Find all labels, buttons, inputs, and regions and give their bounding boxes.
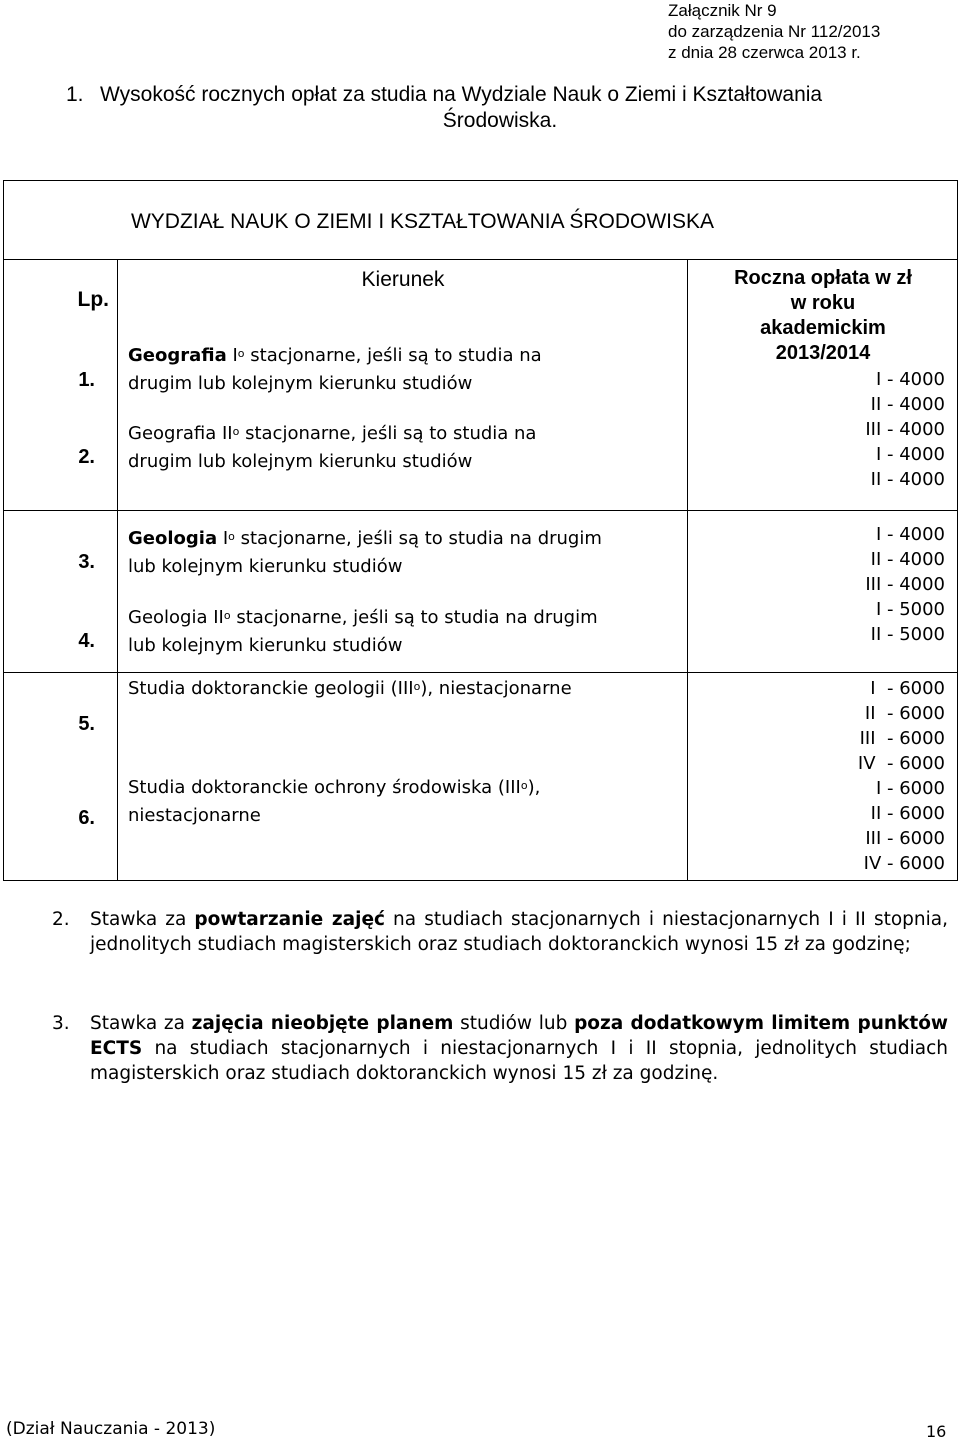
lp-2: 2. — [78, 446, 95, 468]
row-5-pre: Studia doktoranckie geologii (III — [128, 678, 414, 699]
p3-b1: zajęcia nieobjęte planem — [191, 1013, 454, 1034]
paragraph-2-number: 2. — [52, 909, 70, 930]
row-2-label — [128, 420, 688, 476]
lp-cell — [4, 511, 118, 673]
lp-header: Lp. — [77, 288, 109, 311]
table-row — [4, 511, 958, 673]
row-6-label — [128, 774, 688, 830]
fees-list-a — [865, 367, 945, 492]
paragraph-2 — [52, 907, 948, 987]
fee-header-2: w roku — [790, 292, 856, 314]
kierunek-cell — [118, 673, 688, 881]
row-5-deg: o — [413, 680, 421, 693]
annex-line-2: do zarządzenia Nr 112/2013 — [668, 22, 881, 41]
fees-list-c — [858, 676, 945, 876]
p2-t1: Stawka za — [90, 909, 195, 930]
p3-t3: na studiach stacjonarnych i niestacjonarnych I i II stopnia, jednolitych studiach magisterskich oraz studiach doktoranckich wynosi 15 zł za godzinę. — [90, 1038, 948, 1084]
fee-header-4: 2013/2014 — [775, 342, 871, 364]
row-3-level: I — [222, 528, 229, 549]
row-4-desc-b: lub kolejnym kierunku studiów — [128, 635, 403, 656]
p3-t2: studiów lub — [453, 1013, 575, 1034]
row-3-deg: o — [228, 530, 235, 543]
kierunek-cell — [118, 260, 688, 511]
row-3-desc-a: stacjonarne, jeśli są to studia na drugim — [234, 528, 602, 549]
p3-b2: poza dodatkowym limitem punktów ECTS — [90, 1013, 948, 1059]
row-1-desc-b: drugim lub kolejnym kierunku studiów — [128, 373, 473, 394]
row-2-name: Geografia — [128, 423, 217, 444]
row-2-level: II — [222, 423, 233, 444]
row-4-deg: o — [223, 609, 231, 622]
p2-t2: na studiach stacjonarnych i niestacjonarnych I i II stopnia, jednolitych studiach magisterskich oraz studiach doktoranckich wynosi 15 zł za godzinę; — [90, 909, 948, 955]
section-title-cont: Środowiska. — [442, 109, 558, 132]
paragraph-3-text — [90, 1011, 948, 1086]
lp-1: 1. — [78, 369, 95, 391]
p2-b1: powtarzanie zajęć — [194, 909, 385, 930]
paragraph-2-text — [90, 907, 948, 957]
fee-value: I - 6000 — [870, 678, 946, 699]
fee-cell-c — [688, 673, 958, 881]
row-1-desc-a: stacjonarne, jeśli są to studia na — [244, 345, 542, 366]
row-6-post: ), — [527, 777, 541, 798]
fee-value: II - 6000 — [870, 803, 946, 824]
fee-header — [688, 266, 958, 366]
table-title: WYDZIAŁ NAUK O ZIEMI I KSZTAŁTOWANIA ŚRODOWISKA — [130, 210, 715, 233]
fees-table — [3, 180, 958, 881]
row-4-name: Geologia — [128, 607, 208, 628]
fee-value: I - 6000 — [875, 778, 946, 799]
fee-value: I - 4000 — [875, 524, 946, 545]
row-2-desc-b: drugim lub kolejnym kierunku studiów — [128, 451, 473, 472]
row-5-post: ), niestacjonarne — [420, 678, 572, 699]
fee-cell-b — [688, 511, 958, 673]
lp-5: 5. — [78, 713, 95, 735]
fee-value: II - 4000 — [870, 469, 946, 490]
section-title: Wysokość rocznych opłat za studia na Wydziale Nauk o Ziemi i Kształtowania — [100, 83, 823, 106]
row-4-level: II — [213, 607, 224, 628]
row-2-desc-a: stacjonarne, jeśli są to studia na — [239, 423, 537, 444]
kierunek-cell — [118, 511, 688, 673]
p3-t1: Stawka za — [90, 1013, 192, 1034]
annex-header — [668, 0, 948, 63]
row-4-desc-a: stacjonarne, jeśli są to studia na drugim — [230, 607, 598, 628]
fee-value: II - 5000 — [870, 624, 946, 645]
fee-value: III - 6000 — [865, 828, 946, 849]
paragraph-3 — [52, 1011, 948, 1111]
fee-value: I - 5000 — [875, 599, 946, 620]
fee-value: I - 4000 — [875, 444, 946, 465]
row-1-deg: o — [237, 347, 245, 360]
row-5-label — [128, 675, 688, 703]
annex-line-3: z dnia 28 czerwca 2013 r. — [668, 43, 861, 62]
annex-line-1: Załącznik Nr 9 — [668, 1, 777, 20]
footer-department: (Dział Nauczania - 2013) — [6, 1419, 216, 1439]
row-3-label — [128, 525, 688, 581]
fee-value: I - 4000 — [875, 369, 946, 390]
table-row — [4, 673, 958, 881]
row-1-name: Geografia — [128, 345, 227, 366]
fees-list-b — [865, 522, 945, 647]
lp-4: 4. — [78, 630, 95, 652]
row-1-level: I — [232, 345, 238, 366]
table-row — [4, 260, 958, 511]
row-3-name: Geologia — [128, 528, 218, 549]
fee-header-1: Roczna opłata w zł — [734, 267, 912, 289]
lp-6: 6. — [78, 807, 95, 829]
lp-3: 3. — [78, 551, 95, 573]
row-6-pre: Studia doktoranckie ochrony środowiska (III — [128, 777, 521, 798]
section-number: 1. — [66, 83, 84, 106]
lp-cell — [4, 673, 118, 881]
row-2-deg: o — [232, 425, 240, 438]
fee-value: II - 4000 — [870, 549, 946, 570]
fee-cell-a — [688, 260, 958, 511]
fee-value: II - 6000 — [864, 703, 946, 724]
table-title-row — [4, 181, 958, 260]
row-4-label — [128, 604, 688, 660]
paragraph-3-number: 3. — [52, 1013, 70, 1034]
table-title-cell — [4, 181, 958, 260]
row-6-deg: o — [520, 779, 528, 792]
fee-value: III - 4000 — [865, 419, 946, 440]
footer-page-number: 16 — [926, 1422, 947, 1441]
fee-value: IV - 6000 — [857, 753, 946, 774]
fee-value: IV - 6000 — [863, 853, 946, 874]
row-3-desc-b: lub kolejnym kierunku studiów — [128, 556, 403, 577]
fee-header-3: akademickim — [760, 317, 886, 339]
row-6-line2: niestacjonarne — [128, 805, 261, 826]
fee-value: III - 6000 — [859, 728, 946, 749]
fee-value: II - 4000 — [870, 394, 946, 415]
fee-value: III - 4000 — [865, 574, 946, 595]
kierunek-header: Kierunek — [361, 268, 445, 291]
lp-cell — [4, 260, 118, 511]
row-1-label — [128, 342, 688, 398]
